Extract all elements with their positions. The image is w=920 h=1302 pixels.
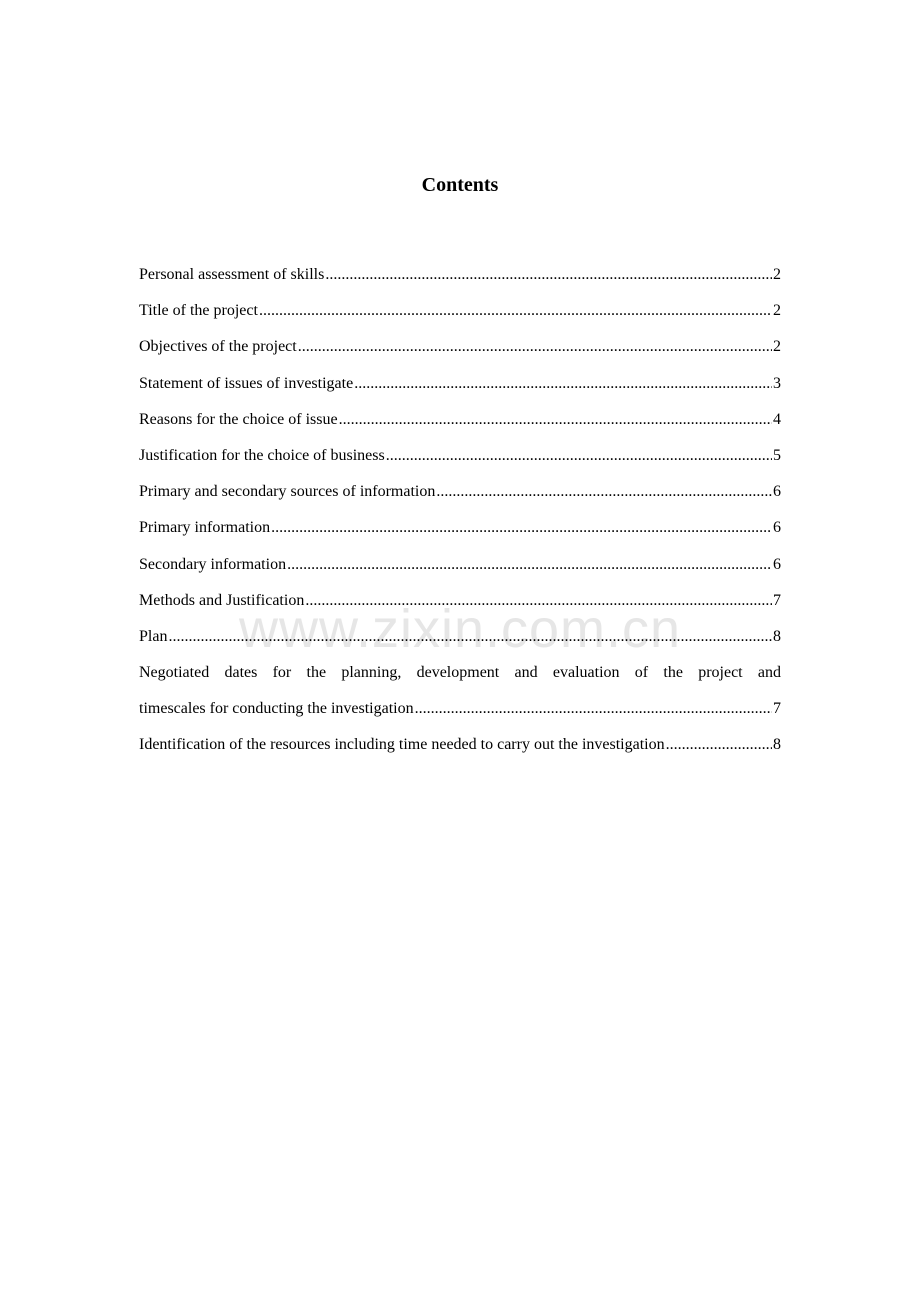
toc-page-number: 7 — [773, 700, 781, 718]
toc-page-number: 6 — [773, 519, 781, 537]
toc-leader-dots — [354, 373, 772, 395]
toc-page-number: 2 — [773, 302, 781, 320]
watermark: www.zixin.com.cn — [238, 599, 682, 659]
toc-entry-label: Identification of the resources including time needed to carry out the investigation — [139, 736, 665, 754]
toc-leader-dots — [271, 517, 772, 539]
toc-leader-dots — [415, 698, 772, 720]
toc-entry-title-of-project[interactable] — [139, 300, 781, 336]
toc-entry-label: Title of the project — [139, 302, 258, 320]
toc-leader-dots — [436, 481, 772, 503]
toc-entry-reasons-for-choice[interactable] — [139, 409, 781, 445]
toc-page-number: 4 — [773, 410, 781, 428]
toc-leader-dots — [666, 734, 772, 756]
toc-leader-dots — [259, 300, 772, 322]
toc-entry-label: Primary and secondary sources of information — [139, 483, 436, 501]
toc-page-number: 3 — [773, 374, 781, 392]
toc-entry-label: Justification for the choice of business — [139, 446, 385, 464]
toc-entry-label: Objectives of the project — [139, 338, 297, 356]
toc-entry-justification-business[interactable] — [139, 445, 781, 481]
toc-entry-label: Personal assessment of skills — [139, 266, 325, 283]
toc-entry-label-line1: Negotiated dates for the planning, development and evaluation of the project and — [139, 664, 781, 682]
toc-entry-second-line — [139, 698, 781, 734]
toc-entry-label: Primary information — [139, 519, 271, 537]
toc-entry-secondary-information[interactable] — [139, 554, 781, 590]
toc-page-number: 2 — [773, 266, 781, 283]
toc-entry-label: Reasons for the choice of issue — [139, 410, 338, 428]
toc-page-number: 6 — [773, 555, 781, 573]
toc-entry-label: Plan — [139, 627, 168, 645]
toc-entry-objectives[interactable] — [139, 336, 781, 372]
toc-page-number: 2 — [773, 338, 781, 356]
toc-leader-dots — [325, 264, 772, 286]
toc-leader-dots — [305, 590, 772, 612]
toc-page-number: 5 — [773, 446, 781, 464]
page-title: Contents — [421, 174, 499, 196]
toc-entry-plan[interactable] — [139, 626, 781, 662]
table-of-contents — [139, 264, 781, 771]
toc-entry-label: Methods and Justification — [139, 591, 305, 609]
toc-entry-sources-of-information[interactable] — [139, 481, 781, 517]
toc-leader-dots — [386, 445, 772, 467]
toc-entry-primary-information[interactable] — [139, 517, 781, 553]
toc-entry-statement-of-issues[interactable] — [139, 373, 781, 409]
toc-leader-dots — [287, 554, 772, 576]
toc-page-number: 8 — [773, 736, 781, 754]
toc-entry-identification-of-resources[interactable] — [139, 734, 781, 770]
toc-leader-dots — [339, 409, 772, 431]
toc-page-number: 8 — [773, 627, 781, 645]
toc-entry-label: Secondary information — [139, 555, 287, 573]
toc-entry-methods-justification[interactable] — [139, 590, 781, 626]
toc-entry-label: Statement of issues of investigate — [139, 374, 354, 392]
toc-leader-dots — [168, 626, 772, 648]
toc-entry-negotiated-dates[interactable] — [139, 662, 781, 734]
toc-page-number: 7 — [773, 591, 781, 609]
toc-page-number: 6 — [773, 483, 781, 501]
toc-entry-personal-assessment[interactable] — [139, 264, 781, 300]
toc-leader-dots — [298, 336, 772, 358]
toc-entry-label-line2: timescales for conducting the investigation — [139, 700, 414, 718]
